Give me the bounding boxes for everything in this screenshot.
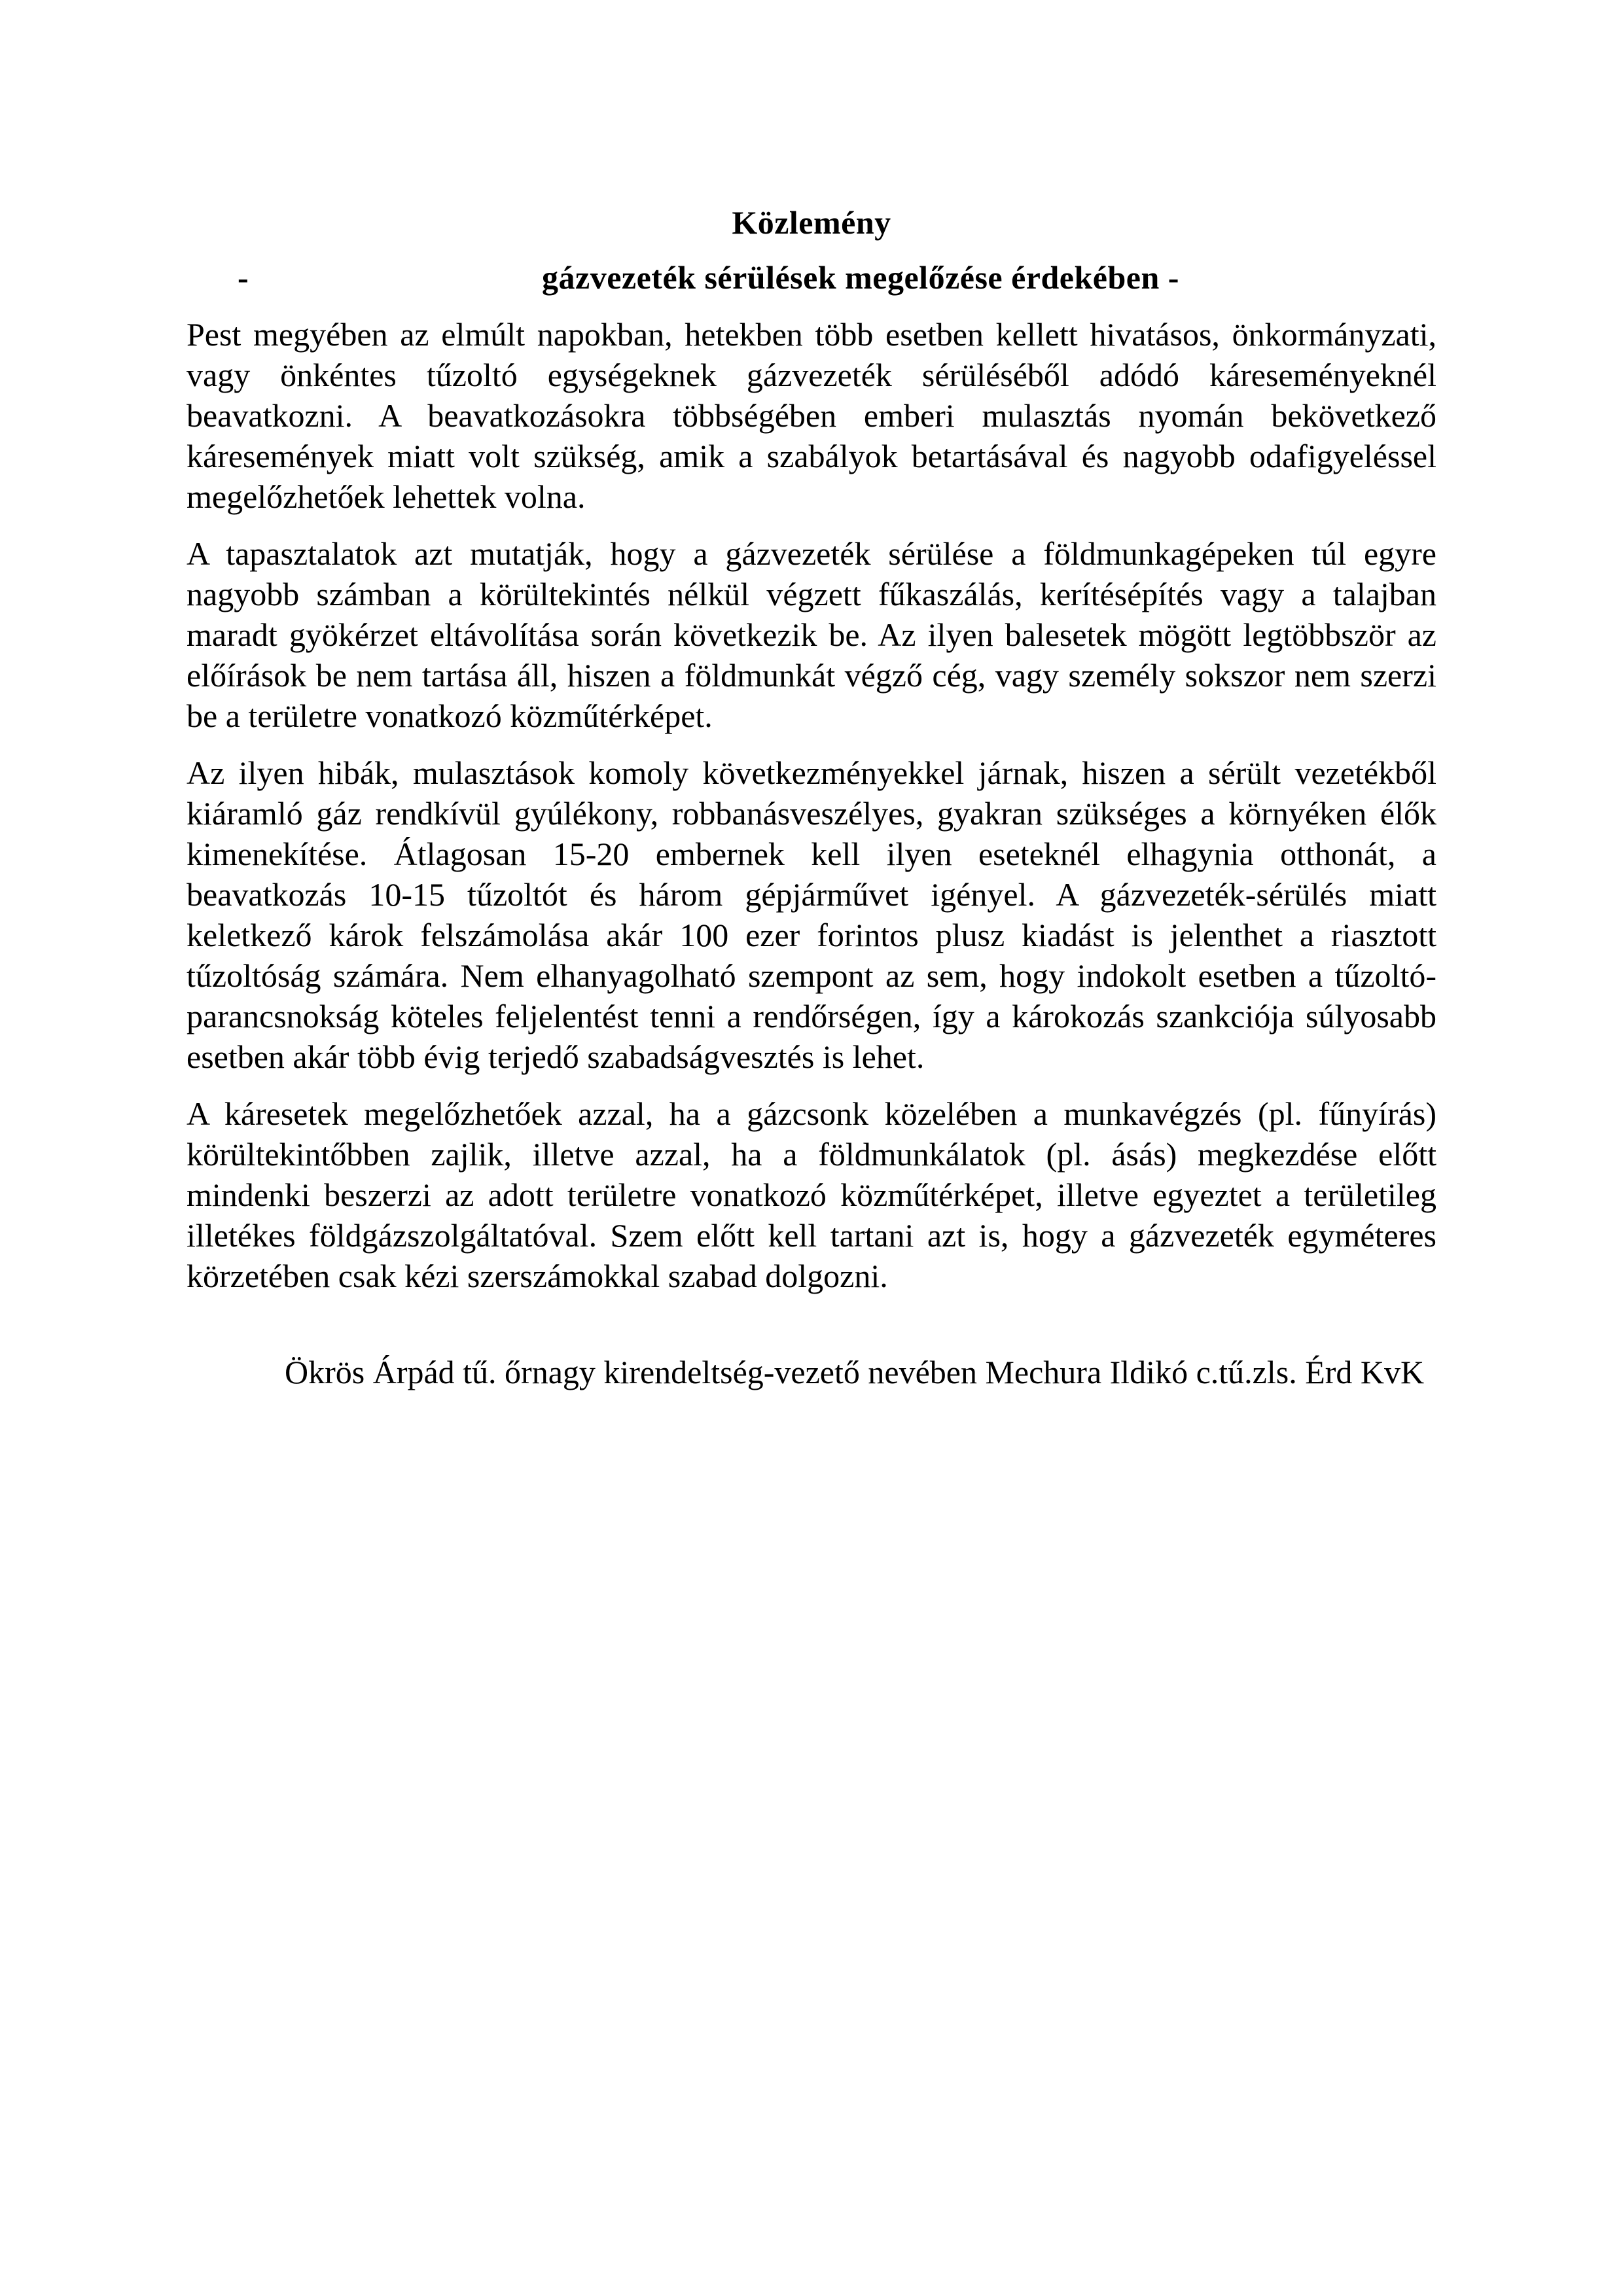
document-subtitle: gázvezeték sérülések megelőzése érdekében -: [542, 259, 1179, 296]
paragraph-consequences: Az ilyen hibák, mulasztások komoly következményekkel járnak, hiszen a sérült vezetékből kiáramló gáz rendkívül gyúlékony, robbanásveszélyes, gyakran szükséges a környéken élők kimenekítése. Átlagosan 15-20 embernek kell ilyen eseteknél elhagynia otthonát, a beavatkozás 10-15 tűzoltót és három gépjárművet igényel. A gázvezeték-sérülés miatt keletkező károk felszámolása akár 100 ezer forintos plusz kiadást is jelenthet a riasztott tűzoltóság számára. Nem elhanyagolható szempont az sem, hogy indokolt esetben a tűzoltó-parancsnokság köteles feljelentést tenni a rendőrségen, így a károkozás szankciója súlyosabb esetben akár több évig terjedő szabadságvesztés is lehet.: [187, 754, 1436, 1075]
paragraph-prevention: A káresetek megelőzhetőek azzal, ha a gázcsonk közelében a munkavégzés (pl. fűnyírás) körültekintőbben zajlik, illetve azzal, ha a földmunkálatok (pl. ásás) megkezdése előtt mindenki beszerzi az adott területre vonatkozó közműtérképet, illetve egyeztet a területileg illetékes földgázszolgáltatóval. Szem előtt kell tartani azt is, hogy a gázvezeték egyméteres körzetében csak kézi szerszámokkal szabad dolgozni.: [187, 1095, 1436, 1294]
paragraph-damage-causes: A tapasztalatok azt mutatják, hogy a gázvezeték sérülése a földmunkagépeken túl egyre nagyobb számban a körültekintés nélkül végzett fűkaszálás, kerítésépítés vagy a talajban maradt gyökérzet eltávolítása során következik be. Az ilyen balesetek mögött legtöbbször az előírások be nem tartása áll, hiszen a földmunkát végző cég, vagy személy sokszor nem szerzi be a területre vonatkozó közműtérképet.: [187, 535, 1436, 734]
paragraph-intervention-cases: Pest megyében az elmúlt napokban, hetekben több esetben kellett hivatásos, önkormányzati, vagy önkéntes tűzoltó egységeknek gázvezeték sérüléséből adódó káreseményeknél beavatkozni. A beavatkozásokra többségében emberi mulasztás nyomán bekövetkező káresemények miatt volt szükség, amik a szabályok betartásával és nagyobb odafigyeléssel megelőzhetőek lehettek volna.: [187, 316, 1436, 515]
subtitle-dash: -: [238, 259, 249, 296]
signature-line: Ökrös Árpád tű. őrnagy kirendeltség-vezető nevében Mechura Ildikó c.tű.zls. Érd KvK: [285, 1354, 1425, 1390]
document-subtitle-row: [187, 258, 1436, 297]
document-title: Közlemény: [732, 204, 891, 241]
